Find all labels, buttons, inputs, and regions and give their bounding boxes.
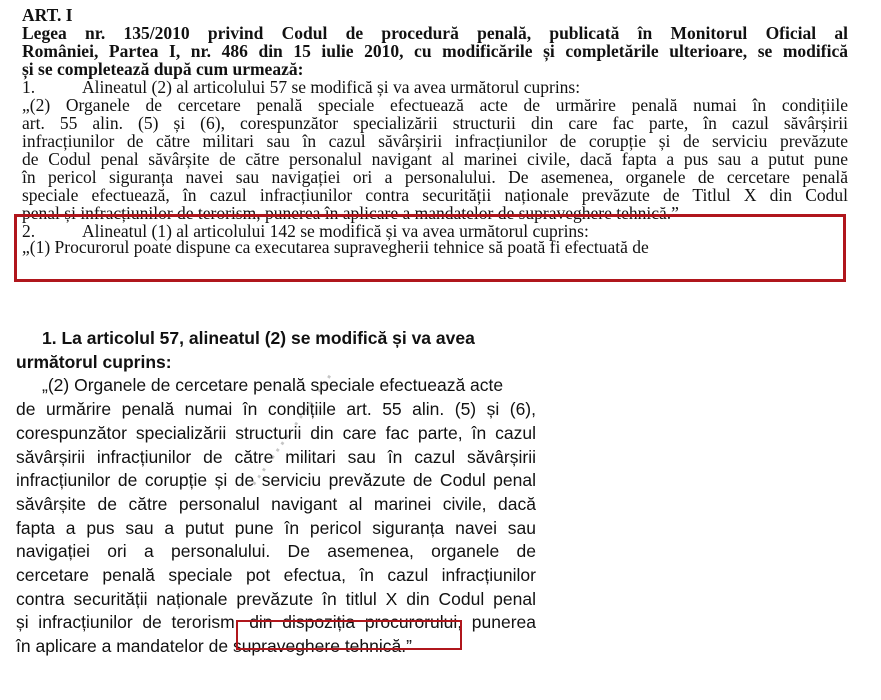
- watermark: ··· ···· ···· ···: [245, 366, 342, 493]
- quote-line: speciale efectuează, în cazul infracțiunilor contra securității naționale prevăzute de Titlul X din Codul: [22, 185, 848, 205]
- item-number: 2.: [22, 221, 36, 241]
- highlight-box-bottom: [236, 620, 462, 650]
- law-title-line: României, Partea I, nr. 486 din 15 iulie 2010, cu modificările și completările ulterioare, se modifică: [22, 41, 848, 61]
- amendment-heading: 1. La articolul 57, alineatul (2) se modifică și va avea: [42, 328, 475, 348]
- article-number: ART. I: [22, 5, 73, 25]
- item-number: 1.: [22, 77, 36, 97]
- body-line: infracțiunilor de corupție și de serviciu prevăzute de Codul penal: [16, 470, 536, 491]
- law-title-line: și se completează după cum urmează:: [22, 59, 304, 79]
- body-line: cercetare penală speciale pot efectua, în cazul infracțiunilor: [16, 565, 536, 586]
- body-line: navigației ori a personalului. De asemenea, organele de: [16, 541, 536, 562]
- law-title-line: Legea nr. 135/2010 privind Codul de procedură penală, publicată în Monitorul Oficial al: [22, 23, 848, 43]
- body-line: și infracțiunilor de terorism, din dispoziția procurorului, punerea: [16, 612, 536, 633]
- body-line: corespunzător specializării structurii din care fac parte, în cazul: [16, 422, 536, 443]
- amendment-heading: următorul cuprins:: [16, 351, 172, 372]
- quote-line: infracțiunilor de către militari sau în cazul săvârșirii infracțiunilor de corupție și de serviciu prevăzute: [22, 131, 848, 151]
- item-text: Alineatul (1) al articolului 142 se modifică și va avea următorul cuprins:: [82, 221, 589, 241]
- quote-line: art. 55 alin. (5) și (6), corespunzător specializării structurii din care fac parte, în cazul săvârșirii: [22, 113, 848, 133]
- amendment-item-1: [22, 78, 848, 96]
- body-line: fapta a pus sau a putut pune în pericol siguranța navei sau: [16, 517, 536, 538]
- item-text: Alineatul (2) al articolului 57 se modifică și va avea următorul cuprins:: [82, 77, 581, 97]
- quote-line: „(2) Organele de cercetare penală speciale efectuează acte de urmărire penală numai în condițiile: [22, 95, 848, 115]
- chamber-law-excerpt: [16, 327, 536, 659]
- body-line: în aplicare a mandatelor de supraveghere tehnică.”: [16, 636, 412, 657]
- cut-off-text: „(1) Procurorul poate dispune ca executarea supravegherii tehnice să poată fi efectuată de: [22, 237, 649, 257]
- quote-line: de Codul penal săvârșite de către personalul navigant al marinei civile, dacă fapta a pus sau a putut pune: [22, 149, 848, 169]
- quote-line: în pericol siguranța navei sau navigației ori a personalului. De asemenea, organele de cercetare penală: [22, 167, 848, 187]
- highlight-box-top: [14, 214, 846, 282]
- quote-line: penal și infracțiunilor de terorism, punerea în aplicare a mandatelor de supraveghere tehnică.”: [22, 203, 679, 223]
- body-line: contra securității naționale prevăzute în titlul X din Codul penal: [16, 588, 536, 609]
- senate-law-excerpt: [22, 5, 848, 257]
- body-line: săvârșirii infracțiunilor de către militari sau în cazul săvârșirii: [16, 446, 536, 467]
- body-line: săvârșite de către personalul navigant al marinei civile, dacă: [16, 493, 536, 514]
- body-line: de urmărire penală numai în condițiile art. 55 alin. (5) și (6),: [16, 399, 536, 420]
- body-line: „(2) Organele de cercetare penală speciale efectuează acte: [42, 375, 504, 396]
